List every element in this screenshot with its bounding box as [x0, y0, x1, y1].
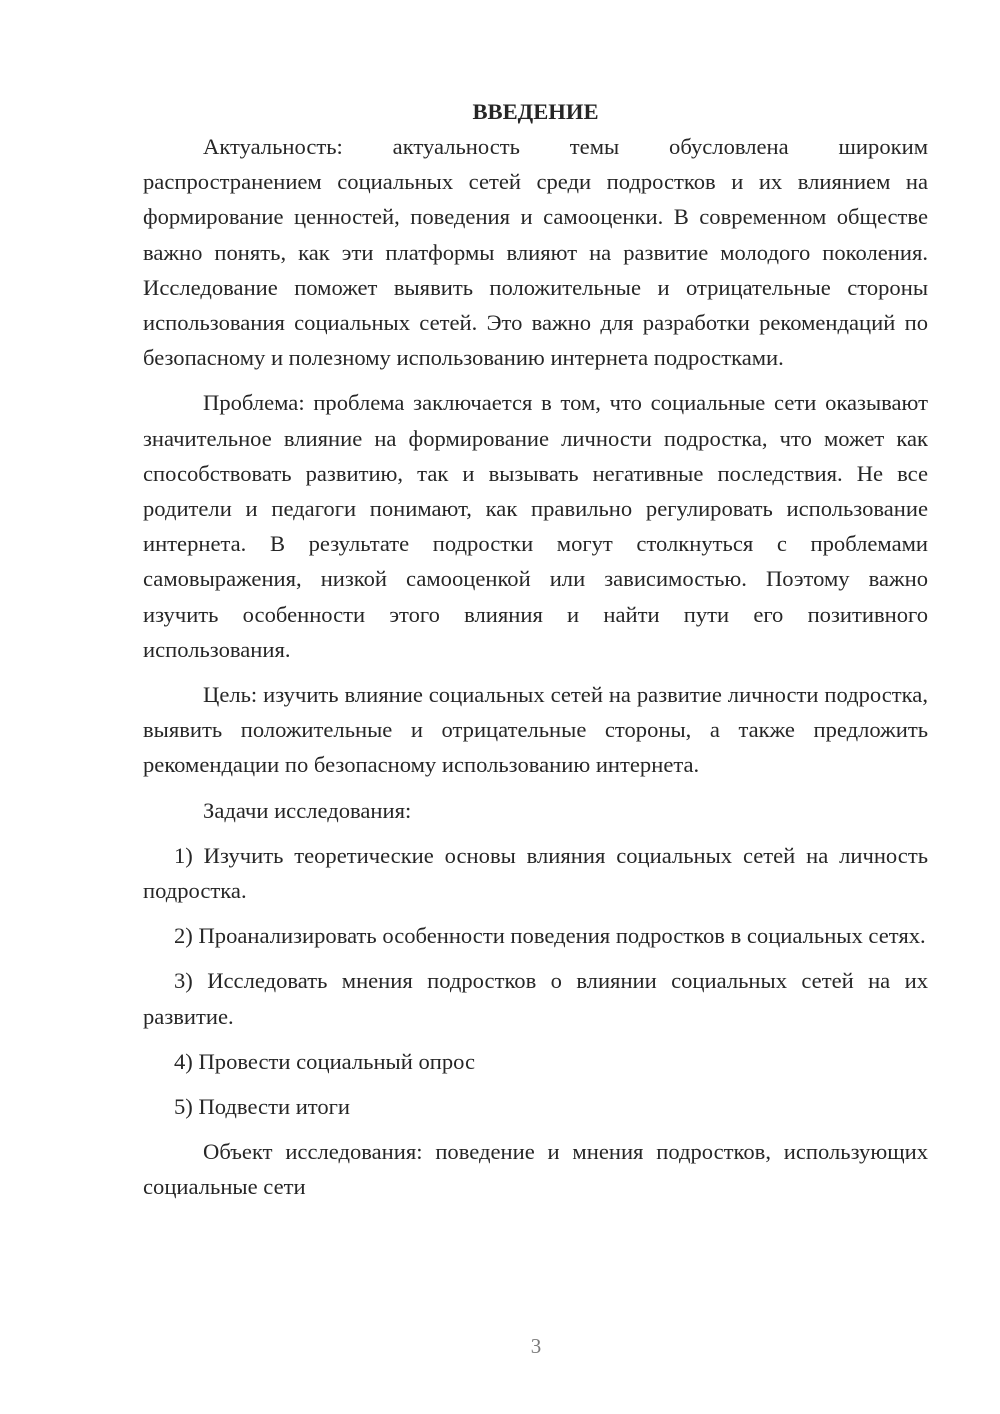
object-paragraph: Объект исследования: поведение и мнения подростков, использующих социальные сети [143, 1139, 928, 1200]
task-item-5: 5) Подвести итоги [174, 1094, 351, 1120]
relevance-paragraph: Актуальность: актуальность темы обусловлена широким распространением социальных сетей среди подростков и их влиянием на формирование ценностей, поведения и самооценки. В современном обществе важно понять, как эти платформы влияют на развитие молодого поколения. Исследование поможет выявить положительные и отрицательные стороны использования социальных сетей. Это важно для разработки рекомендаций по безопасному и полезному использованию интернета подростками. [143, 134, 928, 371]
document-page [143, 96, 928, 1205]
task-item-4: 4) Провести социальный опрос [174, 1048, 476, 1074]
goal-paragraph: Цель: изучить влияние социальных сетей на развитие личности подростка, выявить положительные и отрицательные стороны, а также предложить рекомендации по безопасному использованию интернета. [143, 682, 928, 778]
task-item-3: 3) Исследовать мнения подростков о влиянии социальных сетей на их развитие. [143, 968, 928, 1029]
problem-paragraph: Проблема: проблема заключается в том, что социальные сети оказывают значительное влияние на формирование личности подростка, что может как способствовать развитию, так и вызывать негативные последствия. Не все родители и педагоги понимают, как правильно регулировать использование интернета. В результате подростки могут столкнуться с проблемами самовыражения, низкой самооценкой или зависимостью. Поэтому важно изучить особенности этого влияния и найти пути его позитивного использования. [143, 390, 928, 662]
task-item-1: 1) Изучить теоретические основы влияния социальных сетей на личность подростка. [143, 842, 928, 904]
tasks-heading: Задачи исследования: [203, 797, 412, 823]
section-heading: ВВЕДЕНИЕ [472, 99, 599, 124]
task-item-2: 2) Проанализировать особенности поведения подростков в социальных сетях. [174, 923, 926, 949]
page-number: 3 [530, 1334, 542, 1358]
